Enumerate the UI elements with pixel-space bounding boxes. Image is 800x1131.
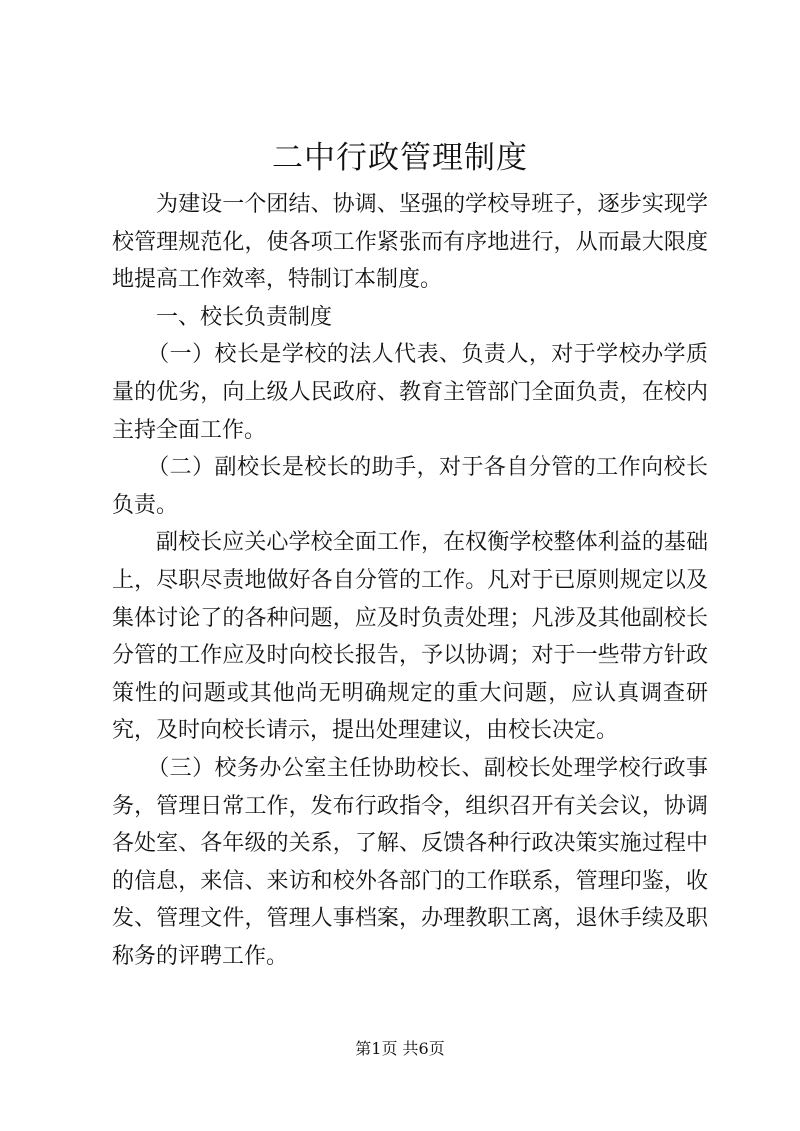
page-number-footer: 第1页 共6页 bbox=[355, 1039, 445, 1058]
clause-2-paragraph: （二）副校长是校长的助手，对于各自分管的工作向校长负责。 bbox=[112, 455, 708, 518]
clause-3-paragraph: （三）校务办公室主任协助校长、副校长处理学校行政事务，管理日常工作，发布行政指令，组织召开有关会议，协调各处室、各年级的关系，了解、反馈各种行政决策实施过程中的信息，来信、来访和校外各部门的工作联系，管理印鉴，收发、管理文件，管理人事档案，办理教职工离，退休手续及职称务的评聘工作。 bbox=[112, 755, 708, 969]
vice-principal-paragraph: 副校长应关心学校全面工作，在权衡学校整体利益的基础上，尽职尽责地做好各自分管的工作。凡对于已原则规定以及集体讨论了的各种问题，应及时负责处理；凡涉及其他副校长分管的工作应及时向校长报告，予以协调；对于一些带方针政策性的问题或其他尚无明确规定的重大问题，应认真调查研究，及时向校长请示，提出处理建议，由校长决定。 bbox=[112, 530, 708, 744]
document-body bbox=[112, 186, 708, 975]
document-title: 二中行政管理制度 bbox=[272, 140, 528, 176]
clause-1-paragraph: （一）校长是学校的法人代表、负责人，对于学校办学质量的优劣，向上级人民政府、教育主管部门全面负责，在校内主持全面工作。 bbox=[112, 342, 708, 443]
intro-paragraph: 为建设一个团结、协调、坚强的学校导班子，逐步实现学校管理规范化，使各项工作紧张而有序地进行，从而最大限度地提高工作效率，特制订本制度。 bbox=[112, 192, 708, 293]
section-heading: 一、校长负责制度 bbox=[156, 304, 333, 330]
